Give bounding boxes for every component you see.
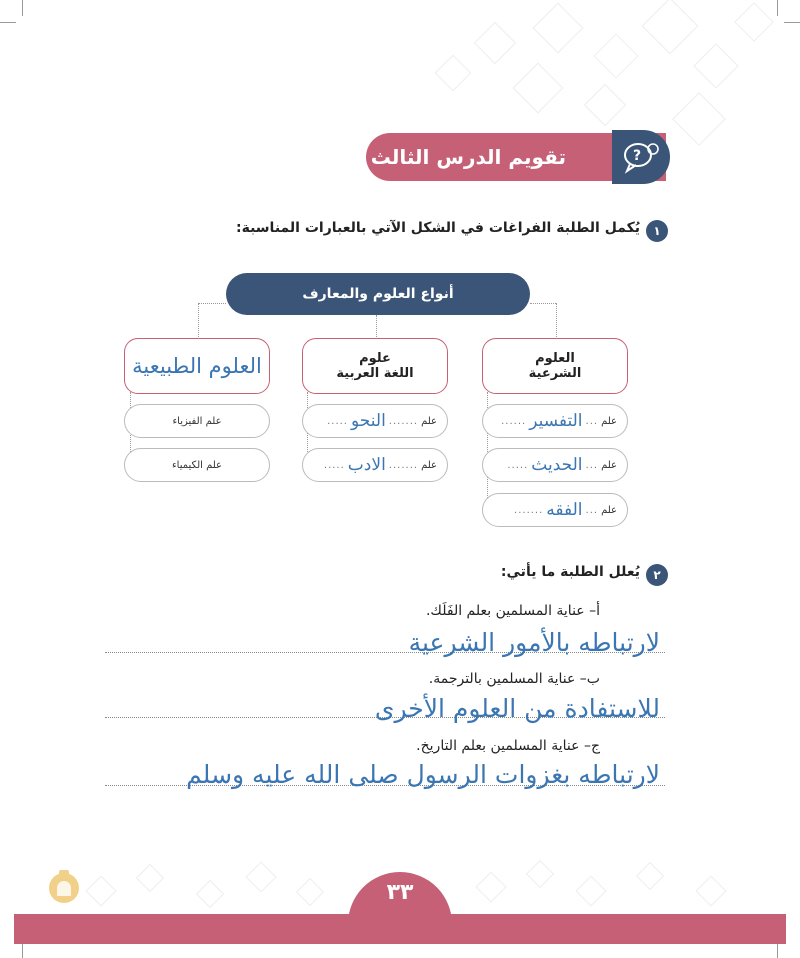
handwritten-answer: الحديث xyxy=(531,455,583,475)
category-natural-sciences xyxy=(124,338,270,394)
sub-item-prefix: علم xyxy=(601,459,617,471)
banner-badge xyxy=(612,130,670,184)
question-2-item-a: أ– عناية المسلمين بعلم الفَلَك. xyxy=(425,603,600,619)
sub-item-chemistry xyxy=(124,448,270,482)
category-sharia-sciences xyxy=(482,338,628,394)
page-number: ٣٣ xyxy=(348,872,452,932)
sub-item-tafsir: علم ... التفسير ...... xyxy=(482,404,628,438)
sub-item-text: علم الفيزياء xyxy=(172,415,222,427)
handwritten-answer: العلوم الطبيعية xyxy=(132,354,262,378)
category-title-line2: الشرعية xyxy=(528,366,582,381)
sub-item-prefix: علم xyxy=(421,459,437,471)
speech-bubble-question-icon xyxy=(622,140,660,174)
svg-text:?: ? xyxy=(633,148,642,164)
question-2-item-b: ب– عناية المسلمين بالترجمة. xyxy=(428,671,600,687)
sub-item-prefix: علم xyxy=(601,504,617,516)
handwritten-answer: الادب xyxy=(347,455,386,475)
handwritten-answer-a: لارتباطه بالأمور الشرعية xyxy=(408,628,660,657)
sub-item-adab: علم ....... الادب ..... xyxy=(302,448,448,482)
question-2-number: ٢ xyxy=(646,564,668,586)
question-1-text: يُكمل الطلبة الفراغات في الشكل الآتي بالعبارات المناسبة: xyxy=(235,220,640,236)
category-arabic-language xyxy=(302,338,448,394)
handwritten-answer: التفسير xyxy=(529,411,583,431)
question-2-item-c: ج– عناية المسلمين بعلم التاريخ. xyxy=(416,738,600,754)
handwritten-answer-c: لارتباطه بغزوات الرسول صلى الله عليه وسلم xyxy=(186,760,660,789)
category-title-line2: اللغة العربية xyxy=(336,366,414,381)
diagram-root: أنواع العلوم والمعارف xyxy=(226,273,530,315)
handwritten-answer: النحو xyxy=(351,411,386,431)
handwritten-answer-b: للاستفادة من العلوم الأخرى xyxy=(374,694,660,723)
category-title-line1: العلوم xyxy=(535,351,575,366)
question-1-number: ١ xyxy=(646,220,668,242)
category-title-line1: علوم xyxy=(359,351,391,366)
sub-item-prefix: علم xyxy=(421,415,437,427)
publisher-logo-icon xyxy=(46,866,82,906)
sub-item-nahw: علم ....... النحو ..... xyxy=(302,404,448,438)
sub-item-text: علم الكيمياء xyxy=(171,459,223,471)
lesson-title: تقويم الدرس الثالث xyxy=(370,145,566,169)
sub-item-hadith: علم ... الحديث ..... xyxy=(482,448,628,482)
sub-item-fiqh: علم ... الفقه ....... xyxy=(482,493,628,527)
sub-item-physics xyxy=(124,404,270,438)
handwritten-answer: الفقه xyxy=(546,500,583,520)
sub-item-prefix: علم xyxy=(601,415,617,427)
question-2-text: يُعلل الطلبة ما يأتي: xyxy=(500,564,640,580)
